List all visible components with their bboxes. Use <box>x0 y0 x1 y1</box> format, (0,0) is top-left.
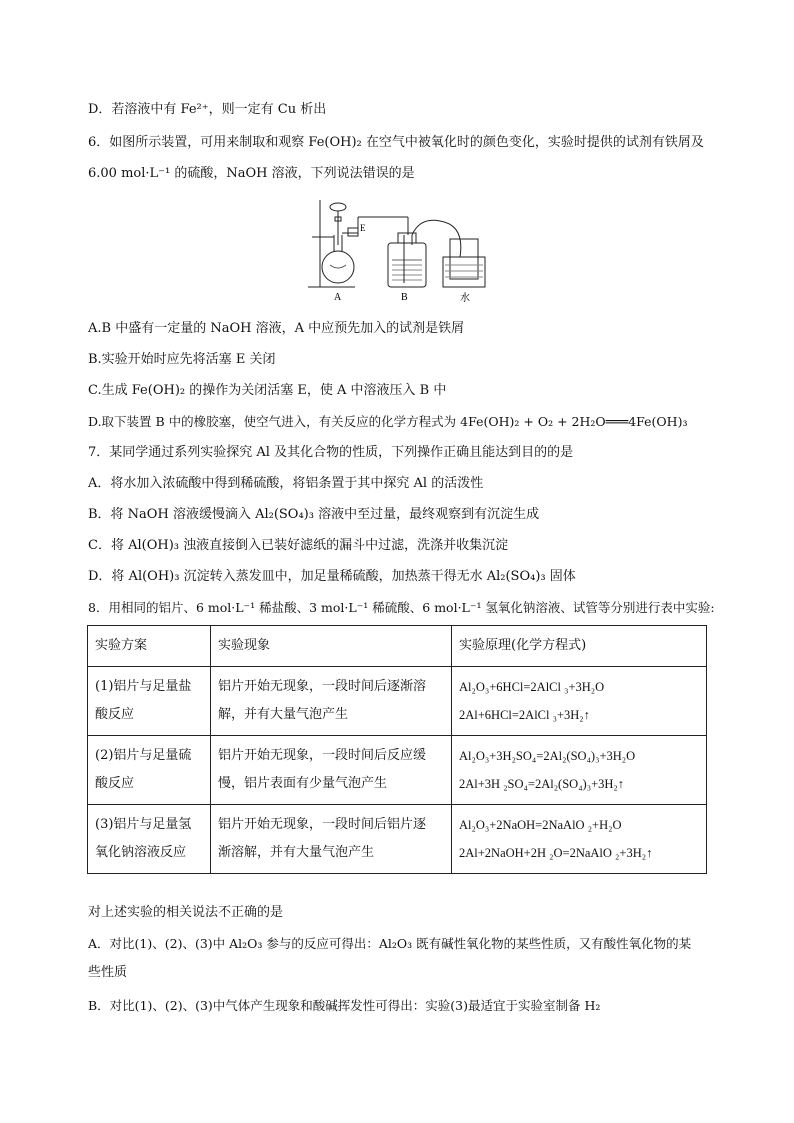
header-principle: 实验原理(化学方程式) <box>452 626 707 667</box>
header-phenomenon: 实验现象 <box>211 626 452 667</box>
row3-principle-line1: Al₂O₃+2NaOH=2NaAlO ₂+H₂O <box>459 818 622 832</box>
row1-phenomenon-line2: 解，并有大量气泡产生 <box>218 707 349 722</box>
row1-plan <box>88 667 211 736</box>
q6-stem-line1: 6．如图所示装置，可用来制取和观察 Fe(OH)₂ 在空气中被氧化时的颜色变化，实验时提供的试剂有铁屑及 <box>88 135 704 150</box>
q6-option-a: A.B 中盛有一定量的 NaOH 溶液，A 中应预先加入的试剂是铁屑 <box>88 321 465 336</box>
table-row <box>88 805 707 874</box>
row2-plan-line2: 酸反应 <box>95 776 135 791</box>
header-plan: 实验方案 <box>88 626 211 667</box>
row2-phenomenon-line2: 慢，铝片表面有少量气泡产生 <box>218 776 388 791</box>
row1-principle-line1: Al₂O₃+6HCl=2AlCl ₃+3H₂O <box>459 680 605 694</box>
row3-phenomenon-line1: 铝片开始无现象，一段时间后铝片逐 <box>218 817 427 832</box>
row1-principle <box>452 667 707 736</box>
q8-after-table: 对上述实验的相关说法不正确的是 <box>88 905 284 920</box>
row1-principle-line2: 2Al+6HCl=2AlCl ₃+3H₂↑ <box>459 708 590 722</box>
q7-stem: 7．某同学通过系列实验探究 Al 及其化合物的性质，下列操作正确且能达到目的的是 <box>88 445 574 460</box>
row1-plan-line1: (1)铝片与足量盐 <box>95 679 192 694</box>
row1-phenomenon <box>211 667 452 736</box>
q8-option-a-line1: A．对比(1)、(2)、(3)中 Al₂O₃ 参与的反应可得出：Al₂O₃ 既有碱性氧化物的某些性质，又有酸性氧化物的某 <box>88 936 692 951</box>
table-row <box>88 736 707 805</box>
row2-principle-line1: Al₂O₃+3H₂SO₄=2Al₂(SO₄)₃+3H₂O <box>459 749 636 763</box>
q7-option-a: A．将水加入浓硫酸中得到稀硫酸，将铝条置于其中探究 Al 的活泼性 <box>88 476 484 491</box>
row2-phenomenon <box>211 736 452 805</box>
row3-principle-line2: 2Al+2NaOH+2H ₂O=2NaAlO ₂+3H₂↑ <box>459 846 653 860</box>
q6-option-c: C.生成 Fe(OH)₂ 的操作为关闭活塞 E，使 A 中溶液压入 B 中 <box>88 383 447 398</box>
row3-plan-line2: 氧化钠溶液反应 <box>95 845 187 860</box>
row2-principle-line2: 2Al+3H ₂SO₄=2Al₂(SO₄)₃+3H₂↑ <box>459 777 625 791</box>
fe-oh2-apparatus-figure <box>300 195 500 305</box>
q5-option-d: D．若溶液中有 Fe²⁺，则一定有 Cu 析出 <box>88 102 327 117</box>
row2-plan-line1: (2)铝片与足量硫 <box>95 748 192 763</box>
row1-phenomenon-line1: 铝片开始无现象，一段时间后逐渐溶 <box>218 679 427 694</box>
table-row <box>88 667 707 736</box>
row2-plan <box>88 736 211 805</box>
q8-option-b: B．对比(1)、(2)、(3)中气体产生现象和酸碱挥发性可得出：实验(3)最适宜于实验室制备 H₂ <box>88 998 601 1013</box>
figure-label-b: B <box>401 292 408 303</box>
figure-label-water: 水 <box>460 293 470 304</box>
q8-experiment-table <box>87 625 707 874</box>
figure-label-a: A <box>334 292 342 303</box>
q7-option-c: C．将 Al(OH)₃ 浊液直接倒入已装好滤纸的漏斗中过滤，洗涤并收集沉淀 <box>88 538 509 553</box>
row3-plan-line1: (3)铝片与足量氢 <box>95 817 192 832</box>
row2-phenomenon-line1: 铝片开始无现象，一段时间后反应缓 <box>218 748 427 763</box>
q8-option-a-line2: 些性质 <box>88 965 128 980</box>
row3-phenomenon-line2: 渐溶解，并有大量气泡产生 <box>218 845 375 860</box>
row3-plan <box>88 805 211 874</box>
row1-plan-line2: 酸反应 <box>95 707 135 722</box>
figure-label-e: E <box>360 223 366 233</box>
q7-option-d: D．将 Al(OH)₃ 沉淀转入蒸发皿中，加足量稀硫酸，加热蒸干得无水 Al₂(SO₄)₃ 固体 <box>88 569 576 584</box>
q6-option-d: D.取下装置 B 中的橡胶塞，使空气进入，有关反应的化学方程式为 4Fe(OH)₂ + O₂ + 2H₂O═══4Fe(OH)₃ <box>88 414 688 429</box>
table-header-row <box>88 626 707 667</box>
q8-stem: 8．用相同的铝片、6 mol·L⁻¹ 稀盐酸、3 mol·L⁻¹ 稀硫酸、6 mol·L⁻¹ 氢氧化钠溶液、试管等分别进行表中实验: <box>88 600 715 615</box>
row3-phenomenon <box>211 805 452 874</box>
row3-principle <box>452 805 707 874</box>
q6-stem-line2: 6.00 mol·L⁻¹ 的硫酸，NaOH 溶液，下列说法错误的是 <box>88 166 415 181</box>
q7-option-b: B．将 NaOH 溶液缓慢滴入 Al₂(SO₄)₃ 溶液中至过量，最终观察到有沉淀生成 <box>88 507 540 522</box>
q6-option-b: B.实验开始时应先将活塞 E 关闭 <box>88 352 276 367</box>
row2-principle <box>452 736 707 805</box>
